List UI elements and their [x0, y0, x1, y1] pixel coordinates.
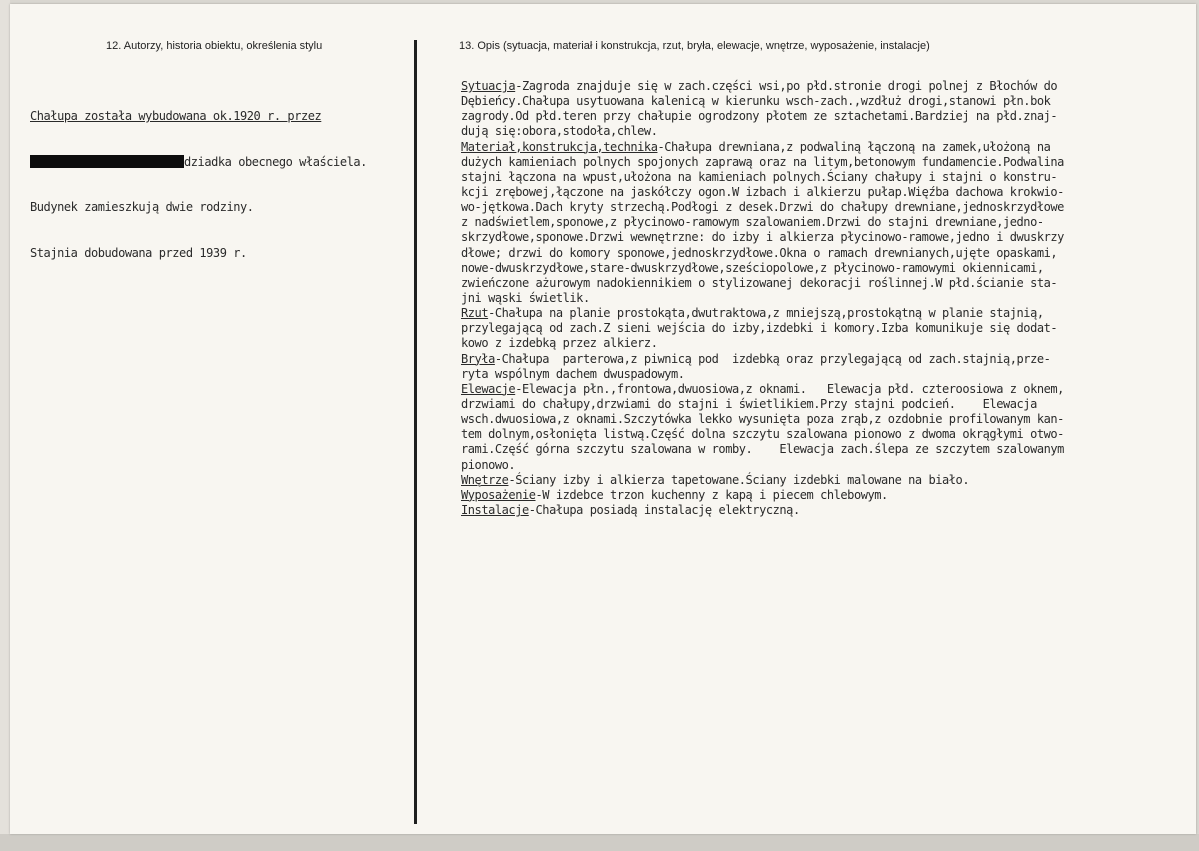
description-line	[461, 109, 1064, 124]
description-text	[461, 79, 1064, 518]
description-line	[461, 458, 1064, 473]
history-line-2: dziadka obecnego właściela.	[30, 155, 367, 170]
description-line-text: -Zagroda znajduje się w zach.części wsi,po płd.stronie drogi polnej z Błochów do	[515, 79, 1058, 93]
history-line-3: Budynek zamieszkują dwie rodziny.	[30, 200, 254, 215]
section-label: Materiał,konstrukcja,technika	[461, 139, 658, 154]
description-line	[461, 200, 1064, 215]
description-line-text: ryta wspólnym dachem dwuspadowym.	[461, 366, 685, 381]
description-line	[461, 442, 1064, 457]
description-line	[461, 473, 1064, 488]
description-line	[461, 230, 1064, 245]
description-line	[461, 276, 1064, 291]
description-line-text: tem dolnym,osłonięta listwą.Część dolna szczytu szalowana pionowo z dwoma okrągłymi otwo-	[461, 427, 1064, 442]
description-line	[461, 503, 1064, 518]
description-line-text: z nadświetlem,sponowe,z płycinowo-ramowym szalowaniem.Drzwi do stajni drewniane,jedno-	[461, 215, 1044, 230]
description-line-text: zagrody.Od płd.teren przy chałupie ogrodzony płotem ze sztachetami.Bardziej na płd.znaj-	[461, 109, 1058, 124]
description-line-text: przylegającą od zach.Z sieni wejścia do izby,izdebki i komory.Izba komunikuje się dodat-	[461, 321, 1058, 336]
history-line-1: Chałupa została wybudowana ok.1920 r. przez	[30, 109, 322, 124]
section-label: Elewacje	[461, 381, 516, 396]
description-line-text: wsch.dwuosiowa,z oknami.Szczytówka lekko wysunięta poza zrąb,z ozdobnie profilowanym kan-	[461, 412, 1064, 427]
description-line	[461, 94, 1064, 109]
description-line-text: skrzydłowe,sponowe.Drzwi wewnętrzne: do izby i alkierza płycinowo-ramowe,jedno i dwuskrzy	[461, 230, 1064, 245]
description-line-text: -Chałupa parterowa,z piwnicą pod izdebką oraz przylegającą od zach.stajnią,prze-	[494, 351, 1051, 366]
description-line-text: dują się:obora,stodoła,chlew.	[461, 124, 658, 139]
description-line-text: stajni łączona na wpust,ułożona na kamieniach polnych.Ściany chałupy i stajni o konstru-	[461, 169, 1058, 184]
description-line	[461, 352, 1064, 367]
section-label: Rzut	[461, 306, 489, 321]
description-line	[461, 291, 1064, 306]
redaction-bar	[30, 155, 184, 168]
description-line	[461, 306, 1064, 321]
description-line	[461, 215, 1064, 230]
description-line	[461, 155, 1064, 170]
scan-edge-left	[0, 0, 10, 851]
description-line	[461, 140, 1064, 155]
history-text	[30, 79, 367, 276]
description-line-text: jni wąski świetlik.	[461, 290, 590, 305]
description-line	[461, 336, 1064, 351]
description-line	[461, 412, 1064, 427]
description-line	[461, 321, 1064, 336]
section-label: Sytuacja	[461, 79, 516, 93]
description-line	[461, 397, 1064, 412]
section-label: Bryła	[461, 351, 495, 366]
description-line-text: Dębieńcy.Chałupa usytuowana kalenicą w kierunku wsch-zach.,wzdłuż drogi,stanowi płn.bok	[461, 94, 1051, 109]
description-line-text: dłowe; drzwi do komory sponowe,jednoskrzydłowe.Okna o ramach drewnianych,ujęte opaskami,	[461, 245, 1058, 260]
description-line	[461, 79, 1064, 94]
description-line	[461, 488, 1064, 503]
section-13-heading: 13. Opis (sytuacja, materiał i konstrukcja, rzut, bryła, elewacje, wnętrze, wyposażenie, instalacje)	[459, 40, 930, 52]
description-line-text: -Elewacja płn.,frontowa,dwuosiowa,z oknami. Elewacja płd. czteroosiowa z oknem,	[515, 381, 1064, 396]
description-line-text: kcji zrębowej,łączone na jaskółczy ogon.W izbach i alkierzu pułap.Więźba dachowa krokwio-	[461, 184, 1064, 199]
description-line	[461, 185, 1064, 200]
description-line-text: kowo z izdebką przez alkierz.	[461, 336, 658, 351]
description-line	[461, 382, 1064, 397]
description-line-text: nowe-dwuskrzydłowe,stare-dwuskrzydłowe,sześciopolowe,z płycinowo-ramowymi okiennicami,	[461, 260, 1044, 275]
scan-edge-bottom	[0, 834, 1199, 851]
section-label: Instalacje	[461, 502, 529, 517]
description-line-text: zwieńczone ażurowym nadokiennikiem o stylizowanej dekoracji roślinnej.W płd.ścianie sta-	[461, 275, 1058, 290]
description-line-text: rami.Część górna szczytu szalowana w romby. Elewacja zach.ślepa ze szczytem szalowanym	[461, 442, 1064, 457]
description-line	[461, 246, 1064, 261]
description-line-text: dużych kamieniach polnych spojonych zaprawą oraz na litym,betonowym fundamencie.Podwalina	[461, 154, 1064, 169]
description-line-text: -Chałupa posiadą instalację elektryczną.	[528, 502, 800, 517]
description-line	[461, 124, 1064, 139]
description-line-text: pionowo.	[461, 457, 516, 472]
description-line	[461, 427, 1064, 442]
description-line-text: drzwiami do chałupy,drzwiami do stajni i świetlikiem.Przy stajni podcień. Elewacja	[461, 396, 1037, 411]
description-line-text: wo-jętkowa.Dach kryty strzechą.Podłogi z desek.Drzwi do chałupy drewniane,jednoskrzydłowe	[461, 200, 1064, 215]
column-divider	[414, 40, 417, 824]
section-12-heading: 12. Autorzy, historia obiektu, określenia stylu	[106, 40, 323, 52]
history-line-4: Stajnia dobudowana przed 1939 r.	[30, 245, 247, 260]
description-line	[461, 367, 1064, 382]
description-line	[461, 261, 1064, 276]
description-line-text: -Ściany izby i alkierza tapetowane.Ściany izdebki malowane na biało.	[508, 472, 970, 487]
description-line-text: -Chałupa drewniana,z podwaliną łączoną na zamek,ułożoną na	[657, 139, 1051, 154]
section-label: Wnętrze	[461, 472, 509, 487]
section-label: Wyposażenie	[461, 487, 536, 502]
description-line-text: -Chałupa na planie prostokąta,dwutraktowa,z mniejszą,prostokątną w planie stajnią,	[488, 306, 1044, 321]
description-line-text: -W izdebce trzon kuchenny z kapą i piecem chlebowym.	[535, 487, 888, 502]
description-line	[461, 170, 1064, 185]
